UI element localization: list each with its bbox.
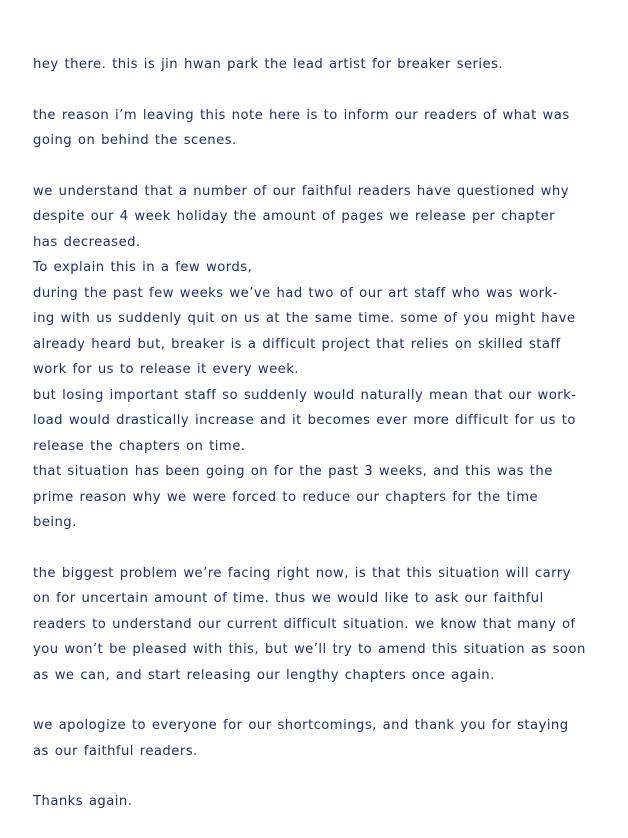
paragraph-signoff <box>33 789 592 815</box>
note-line: load would drastically increase and it becomes ever more difficult for us to <box>33 413 576 428</box>
note-line: that situation has been going on for the past 3 weeks, and this was the <box>33 464 553 479</box>
note-line: despite our 4 week holiday the amount of pages we release per chapter <box>33 209 556 224</box>
note-line: hey there. this is jin hwan park the lead artist for breaker series. <box>33 57 504 72</box>
note-line: we apologize to everyone for our shortcomings, and thank you for staying <box>33 718 569 733</box>
note-line: already heard but, breaker is a difficult project that relies on skilled staff <box>33 336 561 352</box>
note-line: the reason i’m leaving this note here is to inform our readers of what was <box>33 107 570 123</box>
note-line: has decreased. <box>33 234 141 250</box>
paragraph-apology <box>33 713 592 764</box>
paragraph-purpose <box>33 103 592 154</box>
paragraph-spacer <box>33 154 592 179</box>
note-body <box>33 52 592 815</box>
note-line: work for us to release it every week. <box>33 362 299 377</box>
paragraph-greeting <box>33 52 592 78</box>
paragraph-spacer <box>33 536 592 561</box>
paragraph-spacer <box>33 764 592 789</box>
note-line: ing with us suddenly quit on us at the same time. some of you might have <box>33 311 576 326</box>
note-line: we understand that a number of our faithful readers have questioned why <box>33 183 569 199</box>
paragraph-explanation <box>33 179 592 536</box>
paragraph-spacer <box>33 688 592 713</box>
note-line: going on behind the scenes. <box>33 133 237 148</box>
note-line: Thanks again. <box>33 794 133 809</box>
note-line: readers to understand our current difficult situation. we know that many of <box>33 616 576 632</box>
note-line: during the past few weeks we’ve had two of our art staff who was work- <box>33 285 558 301</box>
note-line: release the chapters on time. <box>33 438 246 454</box>
note-line: To explain this in a few words, <box>33 260 253 275</box>
note-line: on for uncertain amount of time. thus we would like to ask our faithful <box>33 591 544 606</box>
paragraph-spacer <box>33 78 592 103</box>
note-line: being. <box>33 515 77 530</box>
paragraph-outlook <box>33 561 592 689</box>
note-line: as our faithful readers. <box>33 743 198 759</box>
note-line: but losing important staff so suddenly would naturally mean that our work- <box>33 387 577 403</box>
note-line: prime reason why we were forced to reduce our chapters for the time <box>33 489 539 505</box>
note-line: the biggest problem we’re facing right now, is that this situation will carry <box>33 565 571 581</box>
note-line: you won’t be pleased with this, but we’ll try to amend this situation as soon <box>33 642 586 657</box>
note-line: as we can, and start releasing our lengthy chapters once again. <box>33 667 495 683</box>
